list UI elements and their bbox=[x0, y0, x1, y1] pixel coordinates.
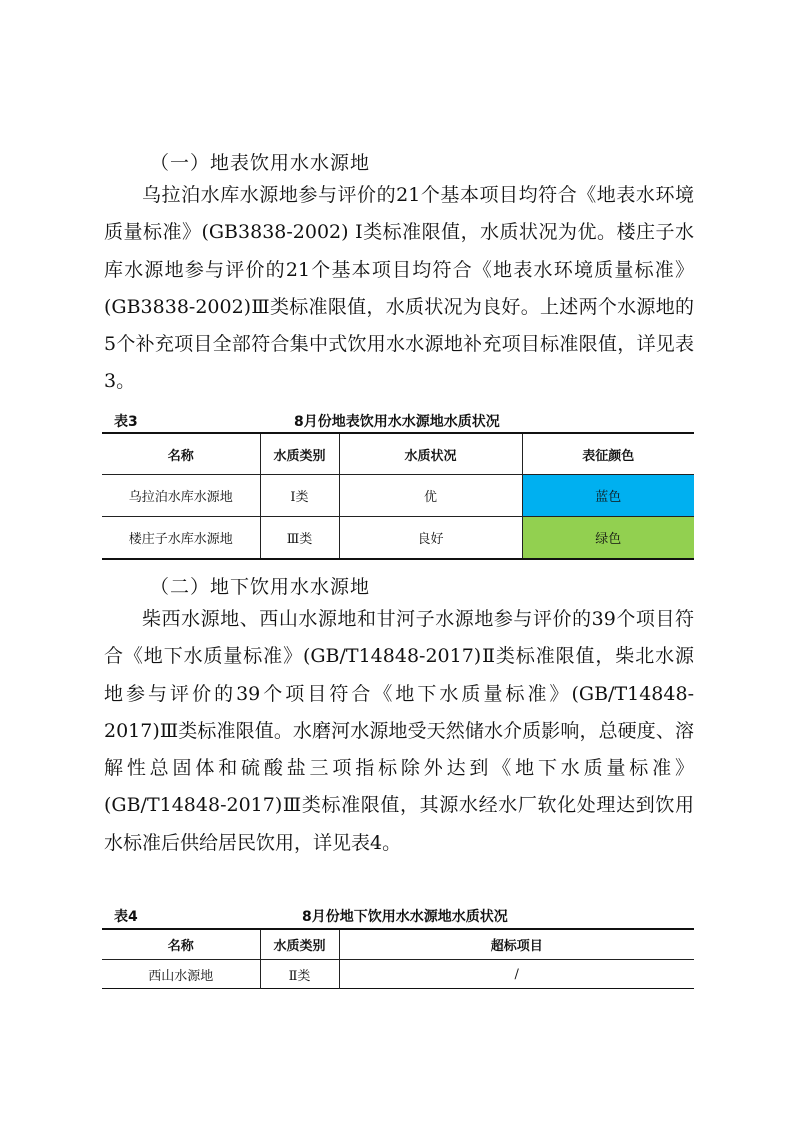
row-class: Ⅱ类 bbox=[260, 960, 339, 989]
section2-heading: （二）地下饮用水水源地 bbox=[150, 576, 371, 598]
table3 bbox=[102, 432, 694, 560]
table4-header-exceed: 超标项目 bbox=[339, 929, 694, 960]
table4-header-row bbox=[102, 929, 694, 960]
row-name: 楼庄子水库水源地 bbox=[102, 517, 260, 560]
table4-title: 8月份地下饮用水水源地水质状况 bbox=[302, 909, 508, 925]
table3-header-row bbox=[102, 433, 694, 475]
row-name: 乌拉泊水库水源地 bbox=[102, 475, 260, 517]
section2-paragraph: 柴西水源地、西山水源地和甘河子水源地参与评价的39个项目符合《地下水质量标准》(GB/T14848-2017)Ⅱ类标准限值，柴北水源地参与评价的39个项目符合《地下水质量标准》(GB/T14848-2017)Ⅲ类标准限值。水磨河水源地受天然储水介质影响，总硬度、溶解性总固体和硫酸盐三项指标除外达到《地下水质量标准》(GB/T14848-2017)Ⅲ类标准限值，其源水经水厂软化处理达到饮用水标准后供给居民饮用，详见表4。 bbox=[104, 608, 694, 854]
table3-header-class: 水质类别 bbox=[260, 433, 339, 475]
table-row bbox=[102, 517, 694, 560]
row-class: Ⅲ类 bbox=[260, 517, 339, 560]
row-class: Ⅰ类 bbox=[260, 475, 339, 517]
table3-header-color: 表征颜色 bbox=[522, 433, 694, 475]
section1-paragraph: 乌拉泊水库水源地参与评价的21个基本项目均符合《地表水环境质量标准》(GB3838-2002) Ⅰ类标准限值，水质状况为优。楼庄子水库水源地参与评价的21个基本项目均符合《地表水环境质量标准》(GB3838-2002)Ⅲ类标准限值，水质状况为良好。上述两个水源地的5个补充项目全部符合集中式饮用水水源地补充项目标准限值，详见表3。 bbox=[104, 184, 694, 393]
table4 bbox=[102, 928, 694, 989]
row-exceed: / bbox=[339, 960, 694, 989]
table3-header-status: 水质状况 bbox=[339, 433, 522, 475]
table-row bbox=[102, 475, 694, 517]
row-status: 优 bbox=[339, 475, 522, 517]
table3-number: 表3 bbox=[114, 414, 138, 430]
section1-heading: （一）地表饮用水水源地 bbox=[150, 152, 371, 174]
table-row bbox=[102, 960, 694, 989]
table3-header-name: 名称 bbox=[102, 433, 260, 475]
table4-number: 表4 bbox=[114, 909, 138, 925]
row-color-swatch: 蓝色 bbox=[522, 475, 694, 517]
row-status: 良好 bbox=[339, 517, 522, 560]
row-color-swatch: 绿色 bbox=[522, 517, 694, 560]
table4-header-class: 水质类别 bbox=[260, 929, 339, 960]
table3-title: 8月份地表饮用水水源地水质状况 bbox=[294, 414, 500, 430]
table4-header-name: 名称 bbox=[102, 929, 260, 960]
row-name: 西山水源地 bbox=[102, 960, 260, 989]
